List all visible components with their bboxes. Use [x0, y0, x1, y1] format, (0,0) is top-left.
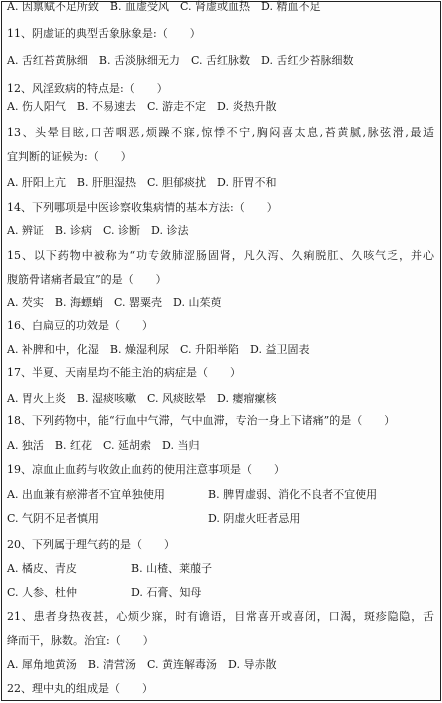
question-text: 14、下列哪项是中医诊察收集病情的基本方法:（ ）: [7, 201, 278, 214]
option-text: C. 人参、杜仲: [7, 586, 78, 599]
answer-options: A. 独活 B. 红花 C. 延胡索 D. 当归: [7, 439, 200, 452]
answer-options: A. 胃火上炎 B. 湿痰咳嗽 C. 风痰眩晕 D. 瘿瘤瘰核: [7, 392, 277, 405]
options-row: [7, 562, 434, 576]
answer-options: A. 伤人阳气 B. 不易速去 C. 游走不定 D. 炎热升散: [7, 100, 277, 113]
answer-options: A. 补脾和中，化湿 B. 燥湿利尿 C. 升阳举陷 D. 益卫固表: [7, 343, 310, 356]
exam-page: [1, 1, 441, 701]
question-text: 11、阴虚证的典型舌象脉象是:（ ）: [7, 27, 201, 40]
options-row: [7, 488, 434, 502]
question-text: 21、患者身热夜甚，心烦少寐，时有谵语，目常喜开或喜闭，口渴，斑疹隐隐，舌: [7, 610, 434, 623]
option-text: C. 气阴不足者慎用: [7, 512, 100, 525]
option-text: D. 阴虚火旺者忌用: [208, 512, 301, 525]
question-text: 20、下列属于理气药的是（ ）: [7, 538, 175, 551]
question-text: 16、白扁豆的功效是（ ）: [7, 319, 153, 332]
options-row: [7, 512, 434, 526]
answer-options: 腹筋骨诸痛者最宜”的是（ ）: [7, 273, 167, 286]
question-text: 15、以下药物中被称为“功专敛肺涩肠固肾，凡久泻、久痢脱肛、久咳气乏，并心: [7, 249, 434, 262]
answer-options: A. 舌红苔黄脉细 B. 舌淡脉细无力 C. 舌红脉数 D. 舌红少苔脉细数: [7, 54, 354, 67]
option-text: A. 出血兼有瘀滞者不宜单独使用: [7, 488, 165, 501]
answer-options: A. 因禀赋不足所致 B. 血虚受风 C. 肾虚或血热 D. 精血不足: [7, 0, 321, 13]
answer-options: 绛而干，脉数。治宜:（ ）: [7, 634, 154, 647]
option-text: B. 山楂、莱菔子: [131, 562, 213, 575]
options-row: [7, 586, 434, 600]
question-text: 22、理中丸的组成是（ ）: [7, 682, 153, 695]
answer-options: A. 犀角地黄汤 B. 清营汤 C. 黄连解毒汤 D. 导赤散: [7, 658, 277, 671]
option-text: D. 石膏、知母: [131, 586, 202, 599]
answer-options: 宜判断的证候为:（ ）: [7, 150, 132, 163]
question-text: 13、头晕目眩,口苦咽恶,烦躁不寐,惊悸不宁,胸闷喜太息,苔黄腻,脉弦滑,最适: [7, 126, 434, 139]
option-text: B. 脾胃虚弱、消化不良者不宜使用: [208, 488, 378, 501]
answer-options: A. 辨证 B. 诊病 C. 诊断 D. 诊法: [7, 224, 189, 237]
question-text: 18、下列药物中，能“行血中气滞，气中血滞，专治一身上下诸痛”的是（ ）: [7, 414, 396, 427]
answer-options: A. 芡实 B. 海螵蛸 C. 罂粟壳 D. 山茱萸: [7, 296, 222, 309]
question-text: 17、半夏、天南星均不能主治的病症是（ ）: [7, 366, 241, 379]
option-text: A. 橘皮、青皮: [7, 562, 77, 575]
question-text: 12、风淫致病的特点是:（ ）: [7, 82, 168, 95]
answer-options: A. 肝阳上亢 B. 肝胆湿热 C. 胆郁痰扰 D. 肝胃不和: [7, 176, 277, 189]
question-text: 19、凉血止血药与收敛止血药的使用注意事项是（ ）: [7, 463, 285, 476]
